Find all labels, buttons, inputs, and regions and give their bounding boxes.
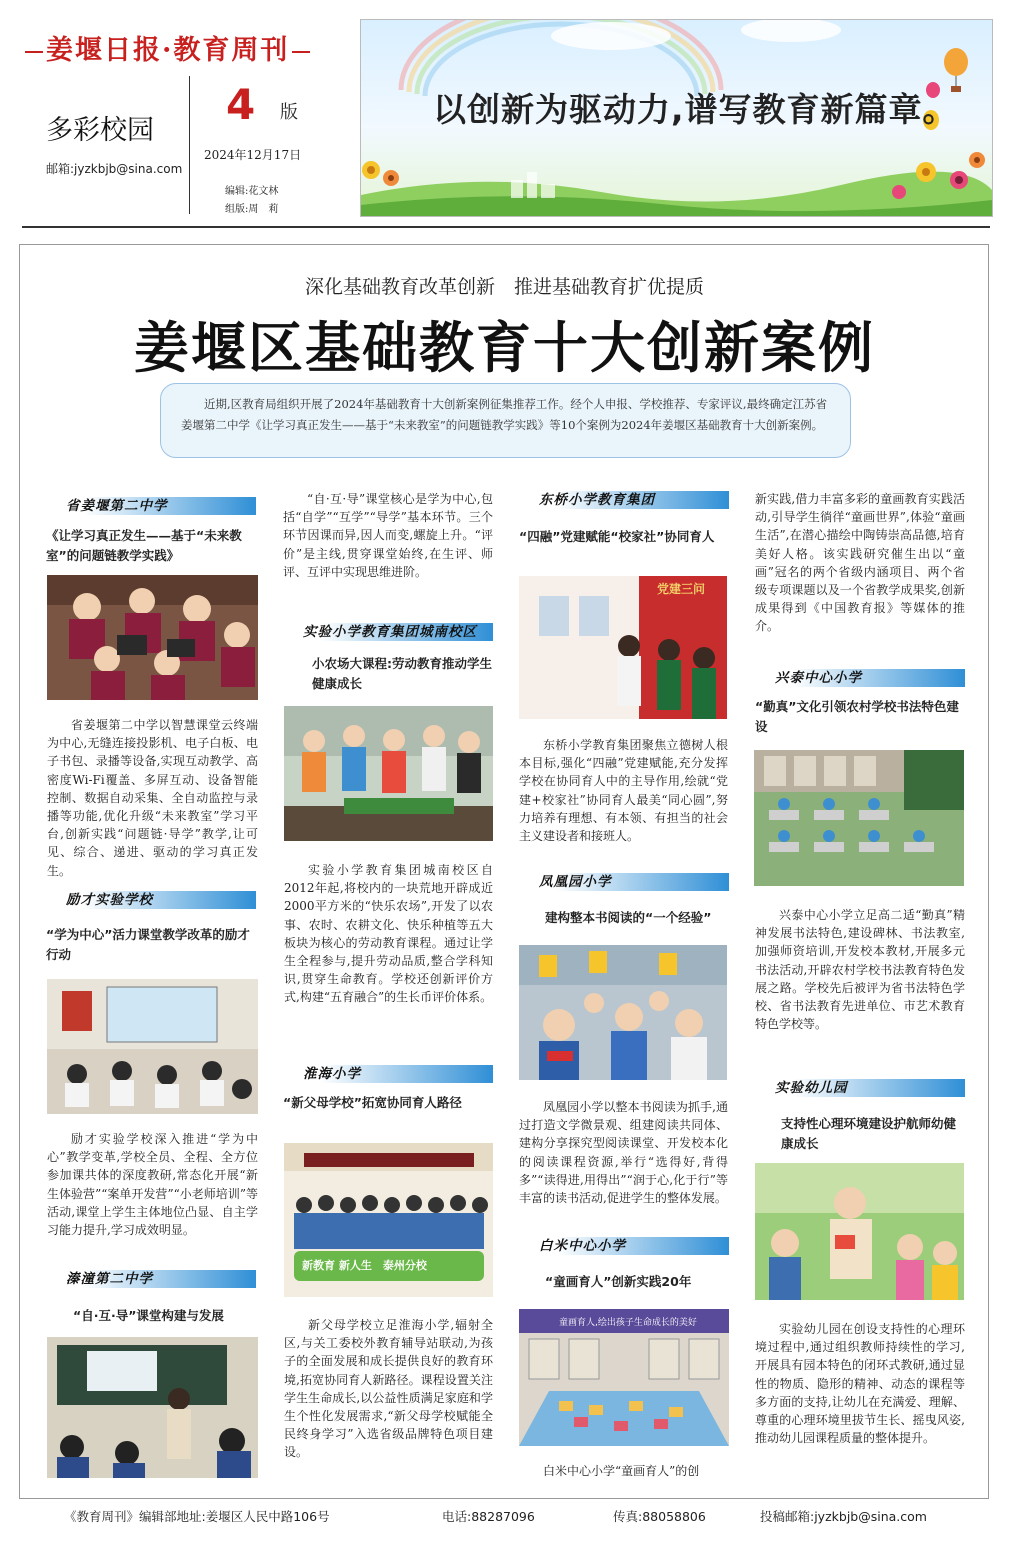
- article-title-a1: 《让学习真正发生——基于“未来教室”的问题链教学实践》: [46, 528, 242, 563]
- article-title-a10: 支持性心理环境建设护航师幼健康成长: [781, 1116, 957, 1151]
- photo-art: [519, 945, 727, 1080]
- article-body-a7: 凤凰园小学以整本书阅读为抓手,通过打造文学微景观、组建阅读共同体、建构分享探究型阅读课堂、开发校本化的阅读课程资源,举行“选得好,背得多”“读得进,用得出”“润于心,化于行”等丰富的读书活动,促进学生的整体发展。: [519, 1100, 728, 1206]
- article-body-a2: 励才实验学校深入推进“学为中心”教学变革,学校全员、全程、全方位参加课共体的深度教研,常态化开展“新生体验营”“案单开发营”“小老师培训”等活动,课堂上学生主体地位凸显、自主学习能力提升,学习成效明显。: [47, 1132, 258, 1238]
- article-body-a3: “自·互·导”课堂核心是学为中心,包括“自学”“互学”“导学”基本环节。三个环节因课而异,因人而变,螺旋上升。“评价”是主线,贯穿课堂始终,在生评、师评、互评中实现思维进阶。: [283, 492, 493, 579]
- school-heading-a7: 凤凰园小学: [519, 873, 729, 891]
- feature-headline: 姜堰区基础教育十大创新案例: [133, 315, 875, 380]
- article-body-a8-cont: 新实践,借力丰富多彩的童画教育实践活动,引导学生徜徉“童画世界”,体验“童画生活”,在潜心描绘中陶铸崇高品德,培育美好人格。该实践研究催生出以“童画”冠名的两个省级内涵项目、两个省级专项课题以及一个省教学成果奖,创新成果得到《中国教育报》等媒体的推介。: [755, 492, 965, 634]
- photo-art: [519, 1309, 729, 1446]
- school-heading-a8: 白米中心小学: [519, 1237, 729, 1255]
- masthead: 姜堰日报·教育周刊: [22, 28, 313, 67]
- article-body-a6: 东桥小学教育集团聚焦立德树人根本目标,强化“四融”党建赋能,充分发挥学校在协同育人中的主导作用,绘就“党建+校家社”协同育人最美“同心圆”,努力培养有理想、有本领、有担当的社会主义建设者和接班人。: [519, 738, 728, 844]
- photo-classroom-tablets: [47, 575, 258, 700]
- article-title-a6: “四融”党建赋能“校家社”协同育人: [519, 529, 715, 544]
- header-rule: [22, 226, 990, 228]
- article-body-a4: 实验小学教育集团城南校区自2012年起,将校内的一块荒地开辟成近2000平方米的“快乐农场”,开发了以农事、农时、农耕文化、快乐种植等五大板块为核心的劳动教育课程。通过让学生全程参与,提升劳动品质,整合学科知识,贯穿生命教育。学校还创新评价方式,构建“五育融合”的生长币评价体系。: [284, 863, 493, 1005]
- page-number: 4: [226, 80, 256, 129]
- photo-farm-labor: [284, 706, 493, 841]
- photo-new-parents-school: [284, 1143, 493, 1297]
- footer-address: 《教育周刊》编辑部地址:姜堰区人民中路106号: [64, 1509, 330, 1524]
- photo-art-exhibition: [519, 1309, 729, 1446]
- photo-art: [284, 1143, 493, 1297]
- photo-art: [47, 1337, 258, 1478]
- photo-calligraphy-outdoor: [754, 750, 964, 886]
- school-heading-a4: 实验小学教育集团城南校区: [283, 623, 493, 641]
- photo-reading-children: [519, 945, 727, 1080]
- article-title-a7: 建构整本书阅读的“一个经验”: [545, 910, 712, 925]
- school-heading-a1: 省姜堰第二中学: [46, 497, 256, 515]
- photo-art: [754, 750, 964, 886]
- page-unit: 版: [280, 102, 298, 123]
- footer-email: 投稿邮箱:jyzkbjb@sina.com: [760, 1509, 927, 1524]
- photo-kindergarten: [755, 1163, 964, 1300]
- article-body-a10: 实验幼儿园在创设支持性的心理环境过程中,通过组织教师持续性的学习,开展具有园本特色的闭环式教研,通过显性的物质、隐形的精神、动态的课程等多方面的支持,让幼儿在充满爱、理解、尊重的心理环境里拔节生长、摇曳风姿,推动幼儿园课程质量的整体提升。: [755, 1322, 965, 1446]
- photo-sign-art: 童画育人,绘出孩子生命成长的美好: [559, 1318, 697, 1328]
- photo-art: [284, 706, 493, 841]
- article-body-a8: 白米中心小学“童画育人”的创: [543, 1464, 700, 1478]
- article-title-a9: “勤真”文化引领农村学校书法特色建设: [755, 699, 959, 734]
- photo-sign-parents: 新教育 新人生 泰州分校: [302, 1259, 427, 1272]
- photo-art: [755, 1163, 964, 1300]
- feature-subhead: 深化基础教育改革创新 推进基础教育扩优提质: [304, 276, 704, 298]
- article-body-a5: 新父母学校立足淮海小学,辐射全区,与关工委校外教育辅导站联动,为孩子的全面发展和成长提供良好的教育环境,拓宽协同育人新路径。课程设置关注学生生命成长,以公益性质满足家庭和学生个性化发展需求,“新父母学校赋能全民终身学习”入选省级品牌特色项目建设。: [284, 1318, 493, 1460]
- editor-credits: [225, 183, 278, 219]
- photo-party-exhibit: [519, 576, 727, 719]
- section-name: 多彩校园: [46, 115, 154, 146]
- footer-phone: 电话:88287096: [442, 1509, 535, 1524]
- footer-fax: 传真:88058806: [613, 1509, 706, 1524]
- layout-editor: 组版:周 莉: [225, 204, 279, 215]
- article-title-a2: “学为中心”活力课堂教学改革的励才行动: [46, 927, 250, 962]
- header-divider: [189, 76, 190, 214]
- school-heading-a10: 实验幼儿园: [755, 1079, 965, 1097]
- banner-slogan: 以创新为驱动力,谱写教育新篇章。: [433, 90, 957, 129]
- photo-art: [47, 979, 258, 1114]
- school-heading-a2: 励才实验学校: [46, 891, 256, 909]
- article-title-a4: 小农场大课程:劳动教育推动学生健康成长: [312, 656, 492, 691]
- school-heading-a5: 淮海小学: [283, 1065, 493, 1083]
- school-heading-a9: 兴泰中心小学: [755, 669, 965, 687]
- photo-sign-party: 党建三问: [657, 582, 706, 596]
- header-banner: [360, 19, 993, 217]
- article-title-a8: “童画育人”创新实践20年: [545, 1274, 692, 1289]
- school-heading-a3: 溱潼第二中学: [46, 1270, 256, 1288]
- header-email: 邮箱:jyzkbjb@sina.com: [46, 162, 183, 176]
- editor: 编辑:花文林: [225, 186, 279, 197]
- photo-classroom-lecture: [47, 979, 258, 1114]
- article-body-a9: 兴泰中心小学立足高二适“勤真”精神发展书法特色,建设碑林、书法教室,加强师资培训,开发校本教材,开展多元书法活动,开辟农村学校书法教育特色发展之路。学校先后被评为省书法特色学校、省书法教育先进单位、市艺术教育特色学校等。: [755, 908, 965, 1032]
- photo-art: [519, 576, 727, 719]
- photo-teacher-blackboard: [47, 1337, 258, 1478]
- article-body-a1: 省姜堰第二中学以智慧课堂云终端为中心,无缝连接投影机、电子白板、电子书包、录播等设备,实现互动教学、高密度Wi-Fi覆盖、多屏互动、设备智能控制、数据自动采集、全自动监控与录播等功能,优化升级“未来教室”学习平台,创新实践“问题链·导学”教学,让可见、综合、递进、驱动的学习真正发生。: [47, 718, 258, 878]
- article-title-a5: “新父母学校”拓宽协同育人路径: [283, 1095, 462, 1110]
- article-title-a3: “自·互·导”课堂构建与发展: [73, 1308, 224, 1323]
- school-heading-a6: 东桥小学教育集团: [519, 491, 729, 509]
- photo-art: [47, 575, 258, 700]
- issue-date: 2024年12月17日: [204, 148, 302, 162]
- feature-intro: 近期,区教育局组织开展了2024年基础教育十大创新案例征集推荐工作。经个人申报、学校推荐、专家评议,最终确定江苏省姜堰第二中学《让学习真正发生——基于“未来教室”的问题链教学实践》等10个案例为2024年姜堰区基础教育十大创新案例。: [160, 383, 851, 458]
